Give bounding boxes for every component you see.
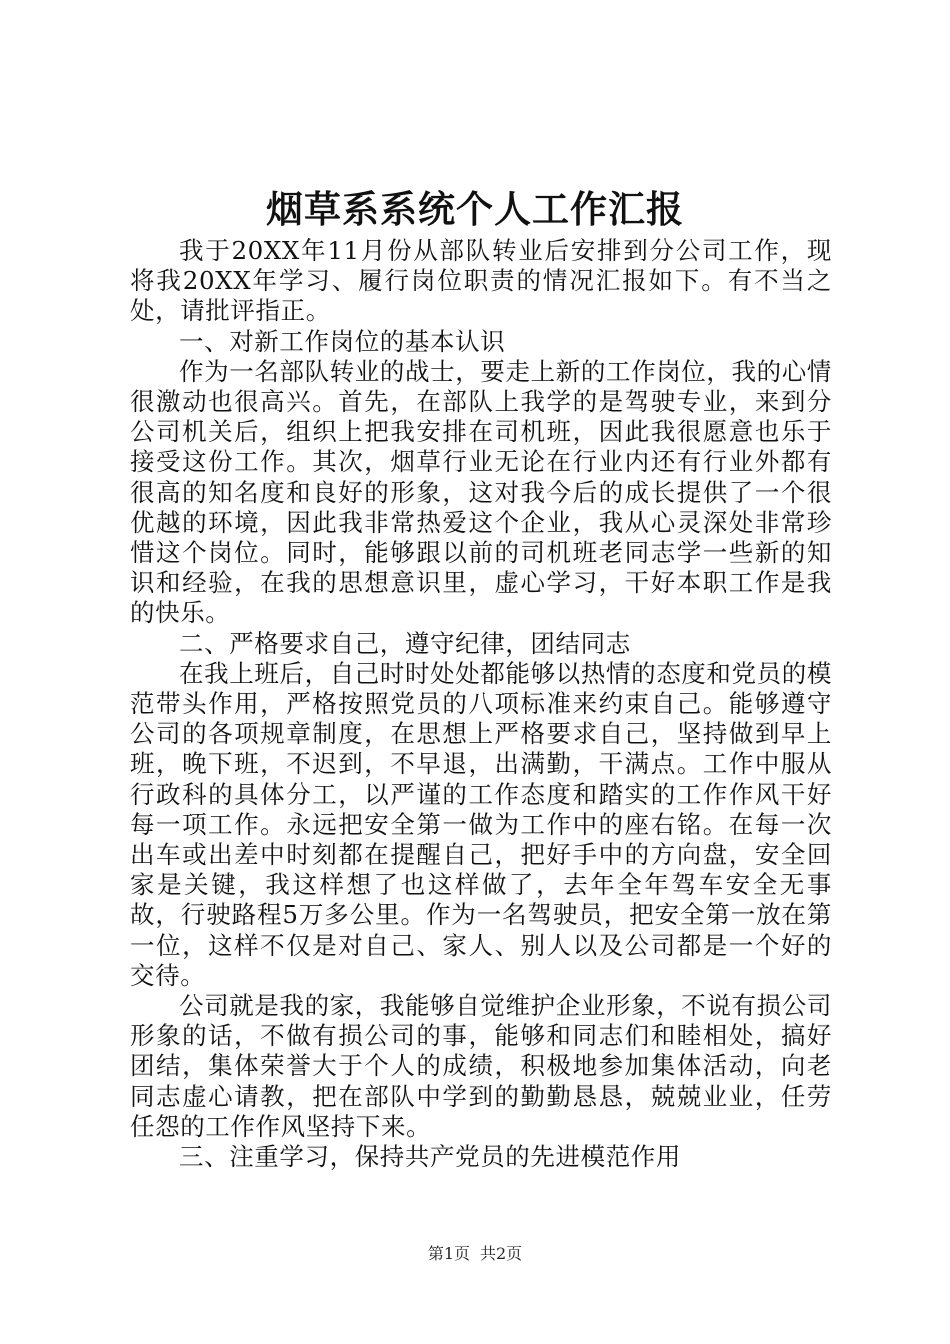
paragraph-section-2: 在我上班后，自己时时处处都能够以热情的态度和党员的模范带头作用，严格按照党员的八项标准来约束自己。能够遵守公司的各项规章制度，在思想上严格要求自己，坚持做到早上班，晚下班，不迟到，不早退，出满勤，干满点。工作中服从行政科的具体分工，以严谨的工作态度和踏实的工作作风干好每一项工作。永远把安全第一做为工作中的座右铭。在每一次出车或出差中时刻都在提醒自己，把好手中的方向盘，安全回家是关键，我这样想了也这样做了，去年全年驾车安全无事故，行驶路程5万多公里。作为一名驾驶员，把安全第一放在第一位，这样不仅是对自己、家人、别人以及公司都是一个好的交待。 <box>130 658 832 990</box>
page-number: 第1页 <box>427 1244 470 1263</box>
paragraph-intro: 我于20XX年11月份从部队转业后安排到分公司工作，现将我20XX年学习、履行岗位职责的情况汇报如下。有不当之处，请批评指正。 <box>130 236 832 326</box>
section-heading-3: 三、注重学习，保持共产党员的先进模范作用 <box>179 1142 681 1172</box>
page-footer <box>0 1242 950 1266</box>
page-total: 共2页 <box>480 1244 523 1263</box>
document-title: 烟草系系统个人工作汇报 <box>266 187 684 231</box>
paragraph-section-1: 作为一名部队转业的战士，要走上新的工作岗位，我的心情很激动也很高兴。首先，在部队上我学的是驾驶专业，来到分公司机关后，组织上把我安排在司机班，因此我很愿意也乐于接受这份工作。其次，烟草行业无论在行业内还有行业外都有很高的知名度和良好的形象，这对我今后的成长提供了一个很优越的环境，因此我非常热爱这个企业，我从心灵深处非常珍惜这个岗位。同时，能够跟以前的司机班老同志学一些新的知识和经验，在我的思想意识里，虚心学习，干好本职工作是我的快乐。 <box>130 356 832 628</box>
document-body <box>130 236 832 1172</box>
paragraph-section-2b: 公司就是我的家，我能够自觉维护企业形象，不说有损公司形象的话，不做有损公司的事，能够和同志们和睦相处，搞好团结，集体荣誉大于个人的成绩，积极地参加集体活动，向老同志虚心请教，把在部队中学到的勤勤恳恳，兢兢业业，任劳任怨的工作作风坚持下来。 <box>130 991 832 1141</box>
section-heading-2: 二、严格要求自己，遵守纪律，团结同志 <box>179 628 631 658</box>
section-heading-1: 一、对新工作岗位的基本认识 <box>179 326 506 356</box>
